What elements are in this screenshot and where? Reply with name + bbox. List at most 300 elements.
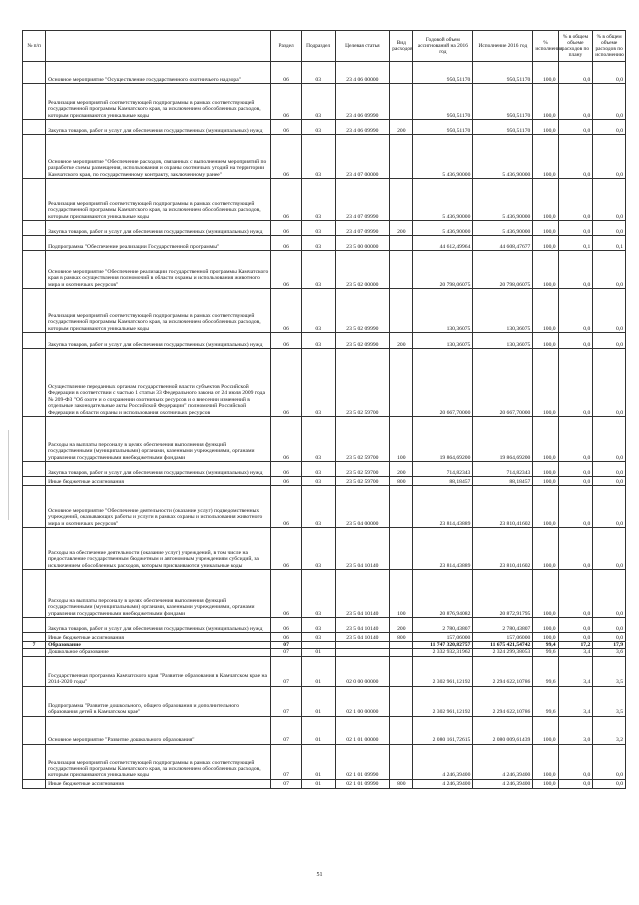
row-razdel: 07 [271, 744, 302, 779]
row-razdel: 06 [271, 62, 302, 84]
row-no [23, 686, 46, 716]
row-share-plan: 0,0 [558, 120, 593, 135]
row-pct: 99,4 [533, 642, 558, 649]
row-share-plan: 0,0 [558, 477, 593, 486]
row-pct: 100,0 [533, 62, 558, 84]
row-share-plan: 0,0 [558, 528, 593, 570]
row-razdel: 06 [271, 333, 302, 349]
row-annual: 23 814,43889 [413, 486, 473, 528]
row-razdel: 06 [271, 633, 302, 642]
row-name: Закупка товаров, работ и услуг для обеспечения государственных (муниципальных) нужд [46, 333, 271, 349]
row-exec: 19 864,69200 [473, 417, 533, 462]
row-share-exec: 0,0 [593, 486, 626, 528]
header-no: № п/п [23, 31, 46, 62]
row-exec: 714,82343 [473, 462, 533, 477]
row-razdel: 06 [271, 486, 302, 528]
row-name: Основное мероприятие "Обеспечение расходов, связанных с выполнением мероприятий по разработке схемы размещения, использования и охраны охотничьих угодий на территории Камчатского края, по государственному контракту, заключенному ранее" [46, 135, 271, 179]
row-share-exec: 0,0 [593, 477, 626, 486]
row-pct: 100,0 [533, 417, 558, 462]
row-podrazdel: 03 [301, 120, 335, 135]
row-pct: 99,6 [533, 656, 558, 686]
row-name: Иные бюджетные ассигнования [46, 477, 271, 486]
row-name: Подпрограмма "Обеспечение реализации Государственной программы" [46, 236, 271, 251]
row-podrazdel: 03 [301, 486, 335, 528]
row-vid: 200 [390, 221, 413, 236]
row-share-plan: 0,0 [558, 84, 593, 120]
row-razdel: 06 [271, 135, 302, 179]
row-share-plan: 0,0 [558, 744, 593, 779]
row-share-exec: 0,0 [593, 333, 626, 349]
row-annual: 2 080 161,72615 [413, 716, 473, 744]
row-podrazdel: 03 [301, 417, 335, 462]
table-row [23, 642, 626, 649]
row-razdel: 06 [271, 221, 302, 236]
row-name: Государственная программа Камчатского края "Развитие образования в Камчатском крае на 2014-2020 годы" [46, 656, 271, 686]
row-no [23, 486, 46, 528]
row-annual: 4 246,39400 [413, 779, 473, 788]
row-share-plan: 0,0 [558, 486, 593, 528]
row-exec: 5 436,90000 [473, 135, 533, 179]
row-share-plan: 0,0 [558, 349, 593, 417]
row-annual: 5 436,90000 [413, 135, 473, 179]
row-share-plan: 0,0 [558, 779, 593, 788]
row-annual: 5 436,90000 [413, 179, 473, 221]
row-vid [390, 289, 413, 333]
row-pct: 100,0 [533, 570, 558, 618]
table-header-row [23, 31, 626, 62]
row-exec: 2 294 622,10786 [473, 686, 533, 716]
row-name: Реализация мероприятий соответствующей подпрограммы в рамках соответствующей государственной программы Камчатского края, за исключением обособленных расходов, которым присваиваются уникальные коды [46, 179, 271, 221]
row-exec: 20 872,91795 [473, 570, 533, 618]
row-podrazdel: 03 [301, 251, 335, 289]
row-target: 23 4 06 09990 [335, 120, 390, 135]
row-exec: 44 608,47677 [473, 236, 533, 251]
row-podrazdel: 01 [301, 779, 335, 788]
row-share-plan: 3,4 [558, 656, 593, 686]
row-no [23, 417, 46, 462]
row-share-exec: 0,0 [593, 289, 626, 333]
row-target: 23 4 07 09990 [335, 221, 390, 236]
header-pct: % исполнения [533, 31, 558, 62]
row-name: Закупка товаров, работ и услуг для обеспечения государственных (муниципальных) нужд [46, 618, 271, 633]
row-share-exec: 0,0 [593, 221, 626, 236]
row-pct: 99,6 [533, 649, 558, 656]
row-pct: 100,0 [533, 633, 558, 642]
row-target: 23 5 04 10140 [335, 528, 390, 570]
row-no [23, 656, 46, 686]
table-row [23, 618, 626, 633]
row-target: 02 1 01 00000 [335, 716, 390, 744]
row-no [23, 84, 46, 120]
row-no [23, 716, 46, 744]
header-podrazdel: Подраздел [301, 31, 335, 62]
row-share-plan: 0,0 [558, 135, 593, 179]
row-target: 23 4 06 00000 [335, 62, 390, 84]
row-share-exec: 3,6 [593, 649, 626, 656]
row-vid [390, 656, 413, 686]
row-target: 23 5 00 00000 [335, 236, 390, 251]
header-target: Целевая статья [335, 31, 390, 62]
row-name: Расходы на выплаты персоналу в целях обеспечения выполнения функций государственными (муниципальными) органами, казенными учреждениями, органами управления государственными внебюджетными фондами [46, 417, 271, 462]
row-podrazdel: 03 [301, 333, 335, 349]
row-share-plan: 0,0 [558, 179, 593, 221]
row-vid [390, 744, 413, 779]
row-razdel: 06 [271, 251, 302, 289]
row-annual: 4 246,39400 [413, 744, 473, 779]
row-share-exec: 0,0 [593, 179, 626, 221]
row-no [23, 633, 46, 642]
row-annual: 88,18457 [413, 477, 473, 486]
row-no [23, 349, 46, 417]
row-target [335, 642, 390, 649]
row-podrazdel: 01 [301, 686, 335, 716]
row-podrazdel [301, 642, 335, 649]
row-annual: 2 302 961,12192 [413, 656, 473, 686]
row-name: Подпрограмма "Развитие дошкольного, общего образования и дополнительного образования детей в Камчатском крае" [46, 686, 271, 716]
row-exec: 2 080 009,61439 [473, 716, 533, 744]
row-vid [390, 642, 413, 649]
row-annual: 950,51170 [413, 120, 473, 135]
row-name: Дошкольное образование [46, 649, 271, 656]
row-annual: 5 436,90000 [413, 221, 473, 236]
table-row [23, 477, 626, 486]
row-pct: 100,0 [533, 462, 558, 477]
row-target: 23 4 06 09990 [335, 84, 390, 120]
row-razdel: 07 [271, 642, 302, 649]
row-target: 23 5 02 09990 [335, 289, 390, 333]
row-razdel: 07 [271, 716, 302, 744]
table-row [23, 716, 626, 744]
table-row [23, 779, 626, 788]
row-pct: 100,0 [533, 486, 558, 528]
row-razdel: 07 [271, 656, 302, 686]
row-razdel: 06 [271, 417, 302, 462]
row-no [23, 236, 46, 251]
table-row [23, 649, 626, 656]
row-exec: 950,51170 [473, 84, 533, 120]
row-razdel: 07 [271, 686, 302, 716]
row-podrazdel: 03 [301, 570, 335, 618]
row-pct: 100,0 [533, 120, 558, 135]
row-exec: 4 246,39400 [473, 744, 533, 779]
row-share-exec: 0,0 [593, 528, 626, 570]
row-share-plan: 0,0 [558, 221, 593, 236]
row-no [23, 477, 46, 486]
table-row [23, 462, 626, 477]
row-vid [390, 349, 413, 417]
row-annual: 44 612,49964 [413, 236, 473, 251]
row-no [23, 333, 46, 349]
row-podrazdel: 03 [301, 477, 335, 486]
row-pct: 99,6 [533, 686, 558, 716]
row-exec: 4 246,39400 [473, 779, 533, 788]
row-share-plan: 0,0 [558, 333, 593, 349]
row-podrazdel: 03 [301, 349, 335, 417]
row-share-exec: 3,2 [593, 716, 626, 744]
row-name: Закупка товаров, работ и услуг для обеспечения государственных (муниципальных) нужд [46, 221, 271, 236]
row-no [23, 120, 46, 135]
row-exec: 950,51170 [473, 120, 533, 135]
row-no [23, 528, 46, 570]
row-no [23, 221, 46, 236]
row-annual: 23 814,43889 [413, 528, 473, 570]
row-razdel: 06 [271, 528, 302, 570]
row-vid: 800 [390, 633, 413, 642]
row-share-plan: 0,0 [558, 633, 593, 642]
row-annual: 950,51170 [413, 84, 473, 120]
row-annual: 2 302 961,12192 [413, 686, 473, 716]
row-vid [390, 251, 413, 289]
row-name: Реализация мероприятий соответствующей подпрограммы в рамках соответствующей государственной программы Камчатского края, за исключением обособленных расходов, которым присваиваются уникальные коды [46, 289, 271, 333]
row-pct: 100,0 [533, 744, 558, 779]
row-share-exec: 3,5 [593, 686, 626, 716]
table-row [23, 236, 626, 251]
row-razdel: 07 [271, 779, 302, 788]
row-target: 02 1 01 09990 [335, 779, 390, 788]
row-no [23, 779, 46, 788]
row-no [23, 462, 46, 477]
row-pct: 100,0 [533, 618, 558, 633]
row-podrazdel: 03 [301, 462, 335, 477]
row-share-exec: 0,0 [593, 62, 626, 84]
row-target: 02 1 00 00000 [335, 686, 390, 716]
row-podrazdel: 03 [301, 221, 335, 236]
row-pct: 100,0 [533, 179, 558, 221]
row-share-exec: 17,9 [593, 642, 626, 649]
row-name: Закупка товаров, работ и услуг для обеспечения государственных (муниципальных) нужд [46, 462, 271, 477]
row-share-plan: 3,0 [558, 716, 593, 744]
row-exec: 5 436,90000 [473, 221, 533, 236]
row-no [23, 135, 46, 179]
row-share-plan: 0,0 [558, 462, 593, 477]
row-pct: 100,0 [533, 236, 558, 251]
row-razdel: 06 [271, 120, 302, 135]
row-pct: 100,0 [533, 333, 558, 349]
header-annual: Годовой объем ассигнований на 2016 год [413, 31, 473, 62]
row-razdel: 06 [271, 462, 302, 477]
row-share-exec: 0,0 [593, 462, 626, 477]
row-target: 23 5 04 10140 [335, 570, 390, 618]
row-vid [390, 236, 413, 251]
row-share-exec: 0,0 [593, 349, 626, 417]
row-share-plan: 0,1 [558, 236, 593, 251]
row-razdel: 06 [271, 349, 302, 417]
row-target: 23 5 02 00000 [335, 251, 390, 289]
row-podrazdel: 03 [301, 528, 335, 570]
row-vid [390, 84, 413, 120]
header-razdel: Раздел [271, 31, 302, 62]
row-name: Образование [46, 642, 271, 649]
table-row [23, 349, 626, 417]
row-annual: 20 876,94082 [413, 570, 473, 618]
row-vid [390, 179, 413, 221]
row-target: 02 1 01 09990 [335, 744, 390, 779]
row-name: Основное мероприятие "Развитие дошкольного образования" [46, 716, 271, 744]
row-vid [390, 649, 413, 656]
row-exec: 20 667,70000 [473, 349, 533, 417]
row-vid: 200 [390, 333, 413, 349]
row-pct: 100,0 [533, 135, 558, 179]
row-podrazdel: 03 [301, 289, 335, 333]
row-annual: 2 332 932,31962 [413, 649, 473, 656]
row-vid [390, 528, 413, 570]
row-share-plan: 3,4 [558, 649, 593, 656]
row-razdel: 07 [271, 649, 302, 656]
row-podrazdel: 01 [301, 716, 335, 744]
row-podrazdel: 03 [301, 618, 335, 633]
table-row [23, 570, 626, 618]
row-exec: 950,51170 [473, 62, 533, 84]
row-pct: 100,0 [533, 289, 558, 333]
row-share-plan: 0,0 [558, 417, 593, 462]
budget-table [22, 30, 626, 789]
row-share-exec: 0,0 [593, 779, 626, 788]
row-no [23, 251, 46, 289]
row-pct: 100,0 [533, 477, 558, 486]
row-razdel: 06 [271, 618, 302, 633]
row-no [23, 618, 46, 633]
row-vid [390, 686, 413, 716]
header-name [46, 31, 271, 62]
row-razdel: 06 [271, 477, 302, 486]
row-no [23, 179, 46, 221]
row-exec: 130,36075 [473, 289, 533, 333]
table-row [23, 633, 626, 642]
row-annual: 2 780,43807 [413, 618, 473, 633]
header-exec: Исполнение 2016 год [473, 31, 533, 62]
row-name: Иные бюджетные ассигнования [46, 633, 271, 642]
header-vid: Вид расходов [390, 31, 413, 62]
row-exec: 11 675 421,54742 [473, 642, 533, 649]
row-vid [390, 62, 413, 84]
row-exec: 2 780,43807 [473, 618, 533, 633]
table-row [23, 528, 626, 570]
row-exec: 23 810,41602 [473, 528, 533, 570]
row-no [23, 62, 46, 84]
table-body [23, 62, 626, 789]
row-pct: 100,0 [533, 349, 558, 417]
table-row [23, 62, 626, 84]
row-podrazdel: 03 [301, 179, 335, 221]
row-name: Основное мероприятие "Обеспечение реализации государственной программы Камчатского края в рамках осуществления полномочий в области охраны и использования животного мира и охотничьих ресурсов" [46, 251, 271, 289]
table-row [23, 221, 626, 236]
row-target: 23 5 04 00000 [335, 486, 390, 528]
table-row [23, 84, 626, 120]
row-pct: 100,0 [533, 779, 558, 788]
row-target: 02 0 00 00000 [335, 656, 390, 686]
row-pct: 100,0 [533, 221, 558, 236]
row-name: Осуществление переданных органам государственной власти субъектов Российской Федерации в соответствии с частью 1 статьи 33 Федерального закона от 24 июля 2009 года № 209-ФЗ "Об охоте и о сохранении охотничьих ресурсов и о внесении изменений в отдельные законодательные акты Российской Федерации" полномочий Российской Федерации в области охраны и использования охотничьих ресурсов [46, 349, 271, 417]
row-target: 23 5 02 59700 [335, 462, 390, 477]
row-annual: 20 798,06075 [413, 251, 473, 289]
row-name: Расходы на обеспечение деятельности (оказание услуг) учреждений, в том числе на предоставление государственным бюджетным и автономным учреждениям субсидий, за исключением обособленных расходов, которым присваиваются уникальные коды [46, 528, 271, 570]
row-vid: 800 [390, 779, 413, 788]
row-share-plan: 0,0 [558, 251, 593, 289]
table-row [23, 179, 626, 221]
row-share-exec: 0,0 [593, 135, 626, 179]
row-annual: 714,82343 [413, 462, 473, 477]
scan-margin-mark [8, 430, 9, 520]
row-share-plan: 0,0 [558, 618, 593, 633]
row-share-plan: 0,0 [558, 62, 593, 84]
row-name: Иные бюджетные ассигнования [46, 779, 271, 788]
table-row [23, 417, 626, 462]
row-share-exec: 0,0 [593, 633, 626, 642]
header-share-exec: % в общем объеме расходов по исполнению [593, 31, 626, 62]
row-share-exec: 0,0 [593, 120, 626, 135]
row-podrazdel: 01 [301, 744, 335, 779]
row-razdel: 06 [271, 84, 302, 120]
row-podrazdel: 03 [301, 236, 335, 251]
row-share-exec: 0,0 [593, 84, 626, 120]
row-vid: 200 [390, 618, 413, 633]
row-pct: 100,0 [533, 528, 558, 570]
row-annual: 20 667,70000 [413, 349, 473, 417]
row-annual: 950,51170 [413, 62, 473, 84]
row-vid: 100 [390, 570, 413, 618]
row-exec: 88,18457 [473, 477, 533, 486]
row-name: Основное мероприятие "Обеспечение деятельности (оказание услуг) подведомственных учреждений, оказывающих работы и услуги в рамках охраны и использования животного мира и охотничьих ресурсов" [46, 486, 271, 528]
row-no [23, 649, 46, 656]
row-vid: 100 [390, 417, 413, 462]
row-target [335, 649, 390, 656]
row-name: Реализация мероприятий соответствующей подпрограммы в рамках соответствующей государственной программы Камчатского края, за исключением обособленных расходов, которым присваиваются уникальные коды [46, 84, 271, 120]
row-name: Расходы на выплаты персоналу в целях обеспечения выполнения функций государственными (муниципальными) органами, казенными учреждениями, органами управления государственными внебюджетными фондами [46, 570, 271, 618]
row-podrazdel: 03 [301, 135, 335, 179]
row-vid [390, 486, 413, 528]
row-name: Основное мероприятие "Осуществление государственного охотничьего надзора" [46, 62, 271, 84]
row-razdel: 06 [271, 289, 302, 333]
row-pct: 100,0 [533, 251, 558, 289]
row-share-exec: 0,0 [593, 251, 626, 289]
row-share-exec: 3,5 [593, 656, 626, 686]
table-row [23, 333, 626, 349]
row-name: Закупка товаров, работ и услуг для обеспечения государственных (муниципальных) нужд [46, 120, 271, 135]
table-row [23, 289, 626, 333]
row-exec: 20 798,06075 [473, 251, 533, 289]
row-annual: 130,36075 [413, 333, 473, 349]
row-pct: 100,0 [533, 84, 558, 120]
row-podrazdel: 01 [301, 649, 335, 656]
row-vid: 800 [390, 477, 413, 486]
row-vid [390, 135, 413, 179]
row-podrazdel: 03 [301, 62, 335, 84]
row-share-exec: 0,0 [593, 417, 626, 462]
row-exec: 2 294 622,10786 [473, 656, 533, 686]
row-pct: 100,0 [533, 716, 558, 744]
row-vid: 200 [390, 462, 413, 477]
row-share-exec: 0,1 [593, 236, 626, 251]
table-row [23, 120, 626, 135]
row-annual: 130,36075 [413, 289, 473, 333]
row-no: 7 [23, 642, 46, 649]
row-podrazdel: 03 [301, 84, 335, 120]
row-target: 23 4 07 00000 [335, 135, 390, 179]
row-exec: 2 324 299,38053 [473, 649, 533, 656]
table-row [23, 686, 626, 716]
row-target: 23 5 02 09990 [335, 333, 390, 349]
row-vid [390, 716, 413, 744]
row-share-plan: 0,0 [558, 289, 593, 333]
row-exec: 5 436,90000 [473, 179, 533, 221]
row-annual: 157,06000 [413, 633, 473, 642]
row-no [23, 744, 46, 779]
row-share-exec: 0,0 [593, 744, 626, 779]
row-share-plan: 0,0 [558, 570, 593, 618]
row-target: 23 5 04 10140 [335, 618, 390, 633]
table-row [23, 251, 626, 289]
row-no [23, 289, 46, 333]
